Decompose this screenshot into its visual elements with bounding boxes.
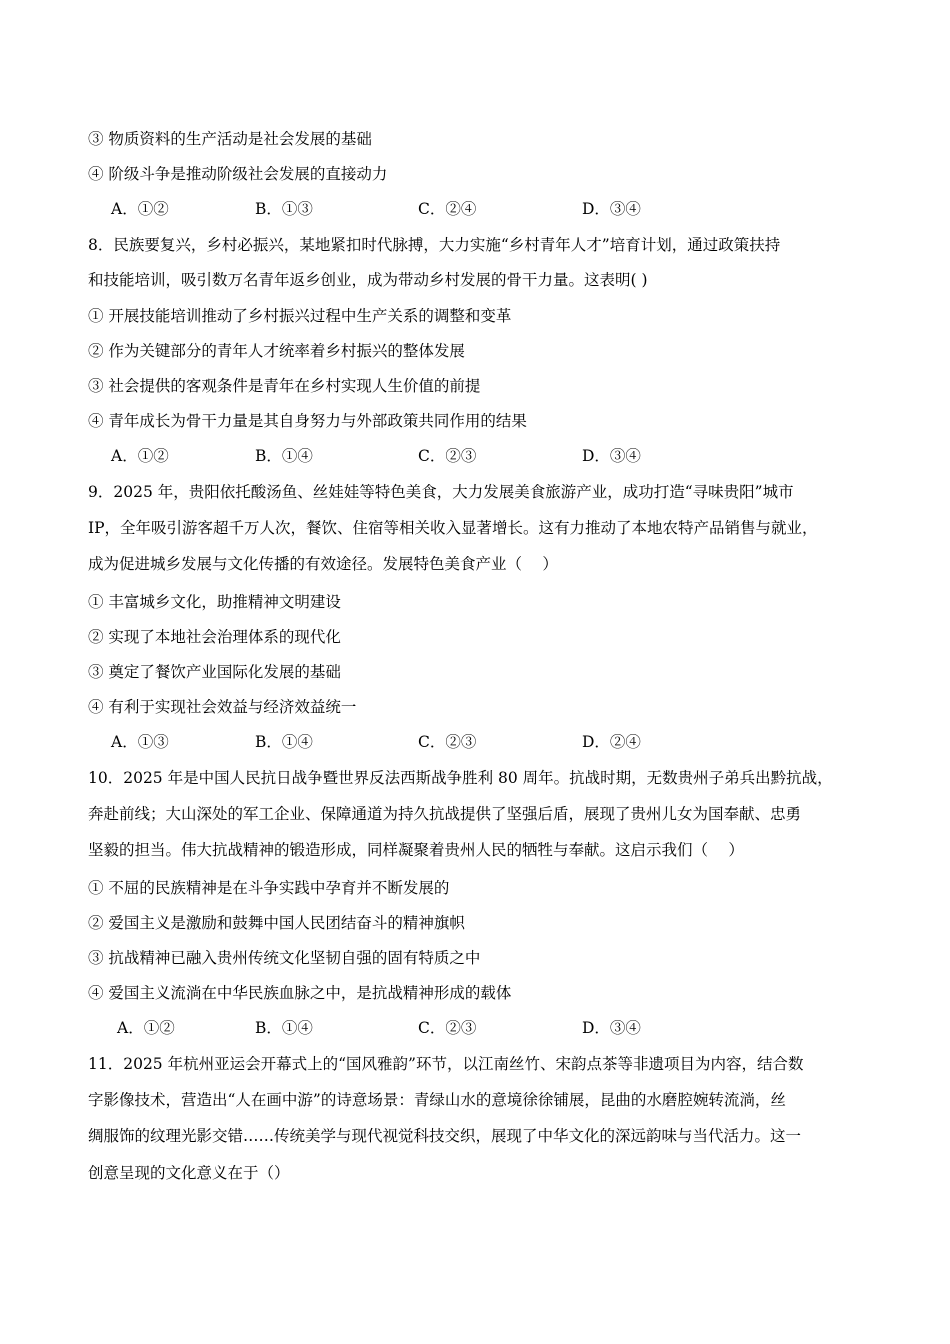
q11-stem-line-2: 字影像技术，营造出“人在画中游”的诗意场景：青绿山水的意境徐徐铺展，昆曲的水磨腔婉转流淌，丝 xyxy=(88,1091,786,1109)
q10-item-2: ② 爱国主义是激励和鼓舞中国人民团结奋斗的精神旗帜 xyxy=(88,914,465,932)
q8-option-c[interactable]: C．②③ xyxy=(418,447,477,465)
q7-option-b[interactable]: B．①③ xyxy=(255,200,313,218)
q9-options xyxy=(0,732,950,752)
q7-option-a[interactable]: A．①② xyxy=(111,200,169,218)
q8-item-3: ③ 社会提供的客观条件是青年在乡村实现人生价值的前提 xyxy=(88,377,481,395)
q8-stem-line-2: 和技能培训，吸引数万名青年返乡创业，成为带动乡村发展的骨干力量。这表明( ) xyxy=(88,271,648,289)
q8-options xyxy=(0,446,950,466)
q10-option-b[interactable]: B．①④ xyxy=(255,1019,313,1037)
q10-option-d[interactable]: D．③④ xyxy=(582,1019,641,1037)
q10-item-4: ④ 爱国主义流淌在中华民族血脉之中，是抗战精神形成的载体 xyxy=(88,984,512,1002)
q10-stem-line-1: 10．2025 年是中国人民抗日战争暨世界反法西斯战争胜利 80 周年。抗战时期，无数贵州子弟兵出黔抗战， xyxy=(88,769,833,787)
q8-option-a[interactable]: A．①② xyxy=(111,447,169,465)
q7-option-d[interactable]: D．③④ xyxy=(582,200,641,218)
q10-option-c[interactable]: C．②③ xyxy=(418,1019,477,1037)
q9-item-3: ③ 奠定了餐饮产业国际化发展的基础 xyxy=(88,663,341,681)
q11-stem-line-3: 绸服饰的纹理光影交错……传统美学与现代视觉科技交织，展现了中华文化的深远韵味与当代活力。这一 xyxy=(88,1127,802,1145)
q8-item-1: ① 开展技能培训推动了乡村振兴过程中生产关系的调整和变革 xyxy=(88,307,512,325)
q9-stem-line-1: 9．2025 年，贵阳依托酸汤鱼、丝娃娃等特色美食，大力发展美食旅游产业，成功打造“寻味贵阳”城市 xyxy=(88,483,794,501)
q9-option-a[interactable]: A．①③ xyxy=(111,733,169,751)
q8-item-4: ④ 青年成长为骨干力量是其自身努力与外部政策共同作用的结果 xyxy=(88,412,527,430)
q10-stem-line-2: 奔赴前线；大山深处的军工企业、保障通道为持久抗战提供了坚强后盾，展现了贵州儿女为国奉献、忠勇 xyxy=(88,805,802,823)
q9-option-d[interactable]: D．②④ xyxy=(582,733,641,751)
q10-stem-line-3: 坚毅的担当。伟大抗战精神的锻造形成，同样凝聚着贵州人民的牺牲与奉献。这启示我们（ ） xyxy=(88,841,744,859)
q8-item-2: ② 作为关键部分的青年人才统率着乡村振兴的整体发展 xyxy=(88,342,465,360)
q7-item-3: ③ 物质资料的生产活动是社会发展的基础 xyxy=(88,130,372,148)
q10-item-1: ① 不屈的民族精神是在斗争实践中孕育并不断发展的 xyxy=(88,879,450,897)
q10-option-a[interactable]: A．①② xyxy=(117,1019,175,1037)
q8-option-d[interactable]: D．③④ xyxy=(582,447,641,465)
q9-stem-line-2: IP，全年吸引游客超千万人次，餐饮、住宿等相关收入显著增长。这有力推动了本地农特产品销售与就业， xyxy=(88,519,818,537)
q8-stem-line-1: 8．民族要复兴，乡村必振兴，某地紧扣时代脉搏，大力实施“乡村青年人才”培育计划，通过政策扶持 xyxy=(88,236,781,254)
q9-item-4: ④ 有利于实现社会效益与经济效益统一 xyxy=(88,698,357,716)
q10-item-3: ③ 抗战精神已融入贵州传统文化坚韧自强的固有特质之中 xyxy=(88,949,481,967)
q7-options xyxy=(0,199,950,219)
q9-item-2: ② 实现了本地社会治理体系的现代化 xyxy=(88,628,341,646)
q7-item-4: ④ 阶级斗争是推动阶级社会发展的直接动力 xyxy=(88,165,388,183)
q11-stem-line-1: 11．2025 年杭州亚运会开幕式上的“国风雅韵”环节，以江南丝竹、宋韵点茶等非遗项目为内容，结合数 xyxy=(88,1055,804,1073)
q11-stem-line-4: 创意呈现的文化意义在于（） xyxy=(88,1164,290,1182)
q9-option-c[interactable]: C．②③ xyxy=(418,733,477,751)
q10-options xyxy=(0,1018,950,1038)
q9-stem-line-3: 成为促进城乡发展与文化传播的有效途径。发展特色美食产业（ ） xyxy=(88,555,558,573)
q9-option-b[interactable]: B．①④ xyxy=(255,733,313,751)
q9-item-1: ① 丰富城乡文化，助推精神文明建设 xyxy=(88,593,341,611)
q8-option-b[interactable]: B．①④ xyxy=(255,447,313,465)
q7-option-c[interactable]: C．②④ xyxy=(418,200,477,218)
